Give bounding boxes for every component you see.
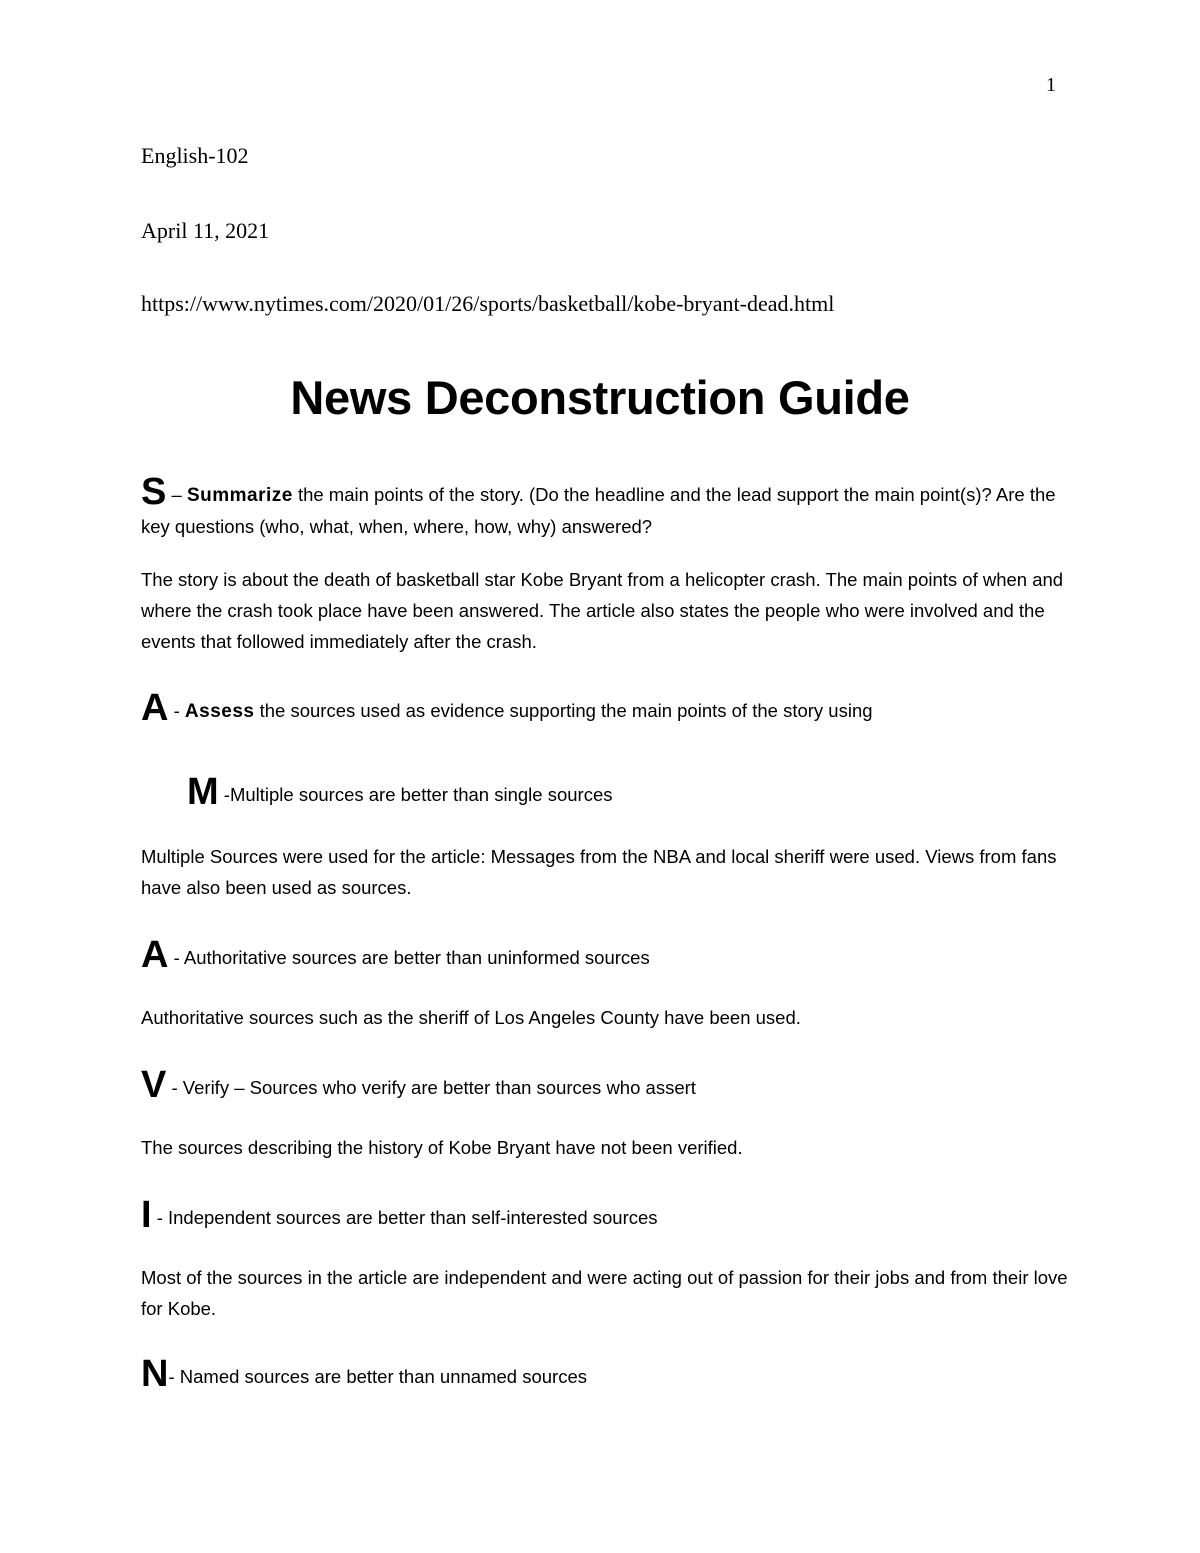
section-multiple-prompt	[187, 773, 1067, 811]
section-prompt-text: - Independent sources are better than self-interested sources	[151, 1207, 658, 1228]
document-date: April 11, 2021	[141, 218, 270, 243]
section-keyword: Summarize	[186, 485, 293, 506]
section-prompt-text: the sources used as evidence supporting the main points of the story using	[254, 700, 873, 721]
section-independent-prompt	[141, 1196, 1071, 1234]
section-named-prompt	[141, 1355, 1071, 1393]
section-assess-prompt	[141, 689, 1071, 727]
page-title: News Deconstruction Guide	[290, 371, 910, 424]
section-verify-answer: The sources describing the history of Kobe Bryant have not been verified.	[141, 1137, 743, 1158]
section-prompt-text: -Multiple sources are better than single sources	[218, 784, 613, 805]
section-prompt-text: - Verify – Sources who verify are better than sources who assert	[166, 1077, 696, 1098]
section-verify-prompt	[141, 1066, 1071, 1104]
section-keyword: Assess	[184, 701, 255, 722]
section-letter: N	[141, 1353, 169, 1395]
page-number: 1	[1046, 74, 1056, 96]
section-letter: I	[141, 1194, 152, 1236]
section-letter: M	[187, 771, 219, 813]
section-authoritative-answer: Authoritative sources such as the sheriff of Los Angeles County have been used.	[141, 1007, 801, 1028]
section-prompt-text: the main points of the story. (Do the headline and the lead support the main point(s)? Are the key questions (who, what, when, where, how, why) answered?	[141, 484, 1056, 537]
section-letter: V	[141, 1064, 167, 1106]
section-prompt-text: - Authoritative sources are better than uninformed sources	[168, 947, 650, 968]
section-summarize-prompt	[141, 473, 1071, 542]
section-dash: –	[166, 484, 187, 505]
course-name: English-102	[141, 143, 249, 168]
section-multiple-answer: Multiple Sources were used for the article: Messages from the NBA and local sheriff were used. Views from fans have also been used as sources.	[141, 846, 1057, 898]
section-letter: A	[141, 934, 169, 976]
article-url: https://www.nytimes.com/2020/01/26/sports/basketball/kobe-bryant-dead.html	[141, 291, 835, 316]
section-letter: S	[141, 471, 167, 513]
section-letter: A	[141, 687, 169, 729]
section-dash: -	[168, 700, 185, 721]
section-authoritative-prompt	[141, 936, 1071, 974]
section-independent-answer: Most of the sources in the article are independent and were acting out of passion for their jobs and from their love for Kobe.	[141, 1267, 1068, 1319]
section-prompt-text: - Named sources are better than unnamed sources	[168, 1366, 587, 1387]
section-summarize-answer: The story is about the death of basketball star Kobe Bryant from a helicopter crash. The main points of when and where the crash took place have been answered. The article also states the people who were involved and the events that followed immediately after the crash.	[141, 569, 1064, 652]
